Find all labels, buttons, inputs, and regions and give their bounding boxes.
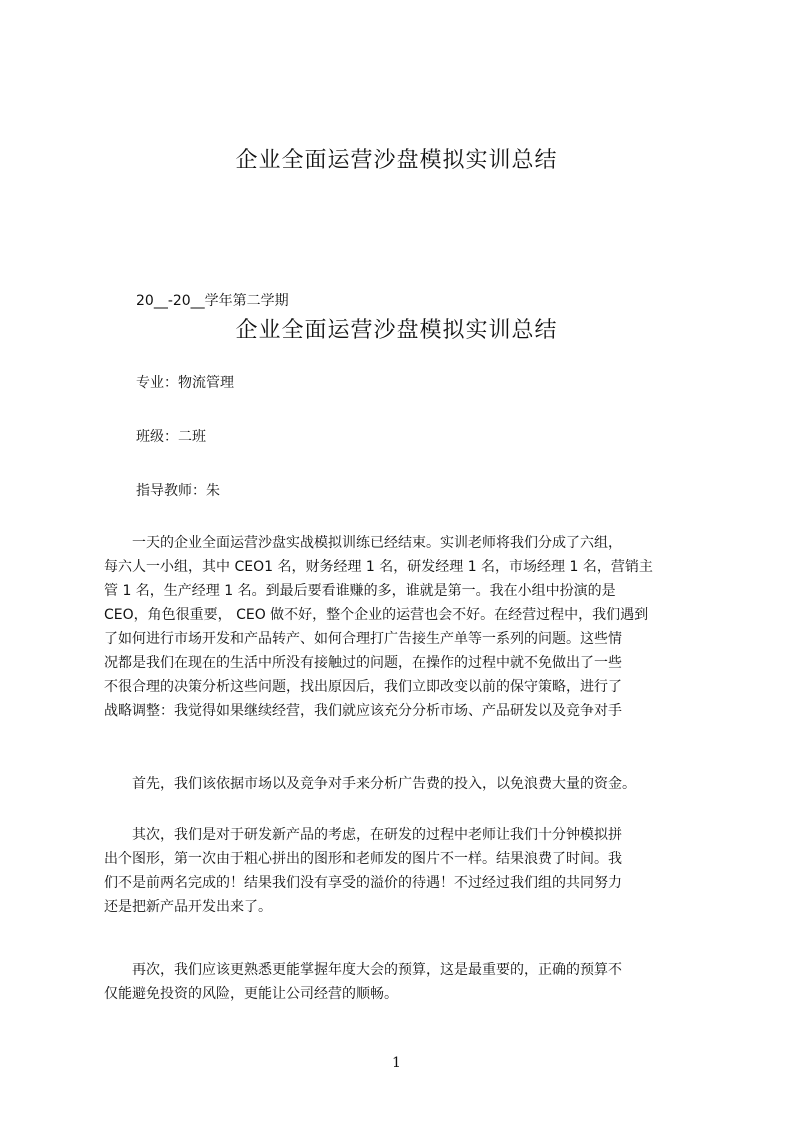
paragraph-line: 每六人一小组，其中 CEO1 名，财务经理 1 名，研发经理 1 名，市场经理 1 名，营销主 xyxy=(104,559,653,575)
paragraph-line: 不很合理的决策分析这些问题，找出原因后，我们立即改变以前的保守策略，进行了 xyxy=(104,679,622,695)
paragraph-first xyxy=(104,772,698,796)
paragraph-line: 们不是前两名完成的！结果我们没有享受的溢价的待遇！不过经过我们组的共同努力 xyxy=(104,875,622,891)
paragraph-line: 战略调整：我觉得如果继续经营，我们就应该充分分析市场、产品研发以及竞争对手 xyxy=(104,703,622,719)
paragraph-line: CEO，角色很重要， CEO 做不好，整个企业的运营也会不好。在经营过程中，我们遇到 xyxy=(104,607,649,623)
paragraph-line: 再次，我们应该更熟悉更能掌握年度大会的预算，这是最重要的，正确的预算不 xyxy=(104,962,622,978)
report-subtitle: 企业全面运营沙盘模拟实训总结 xyxy=(235,318,558,343)
paragraph-line: 出个图形，第一次由于粗心拼出的图形和老师发的图片不一样。结果浪费了时间。我 xyxy=(104,851,622,867)
term-label: 20__-20__学年第二学期 xyxy=(136,293,289,309)
page-number: 1 xyxy=(392,1055,401,1071)
document-title: 企业全面运营沙盘模拟实训总结 xyxy=(235,148,558,173)
paragraph-line: 况都是我们在现在的生活中所没有接触过的问题，在操作的过程中就不免做出了一些 xyxy=(104,655,622,671)
paragraph-line: 一天的企业全面运营沙盘实战模拟训练已经结束。实训老师将我们分成了六组， xyxy=(104,535,622,551)
class-field: 班级：二班 xyxy=(136,429,206,445)
paragraph-line: 管 1 名，生产经理 1 名。到最后要看谁赚的多，谁就是第一。我在小组中扮演的是 xyxy=(104,583,616,599)
paragraph-line: 还是把新产品开发出来了。 xyxy=(104,899,272,915)
teacher-field: 指导教师：朱 xyxy=(136,483,220,499)
paragraph-line: 首先，我们该依据市场以及竞争对手来分析广告费的投入，以免浪费大量的资金。 xyxy=(104,776,636,792)
paragraph-line: 其次，我们是对于研发新产品的考虑，在研发的过程中老师让我们十分钟模拟拼 xyxy=(104,827,622,843)
paragraph-intro xyxy=(104,531,698,723)
paragraph-line: 仅能避免投资的风险，更能让公司经营的顺畅。 xyxy=(104,986,398,1002)
paragraph-second xyxy=(104,823,698,919)
paragraph-third xyxy=(104,958,698,1006)
paragraph-line: 了如何进行市场开发和产品转产、如何合理打广告接生产单等一系列的问题。这些情 xyxy=(104,631,622,647)
major-field: 专业：物流管理 xyxy=(136,375,234,391)
